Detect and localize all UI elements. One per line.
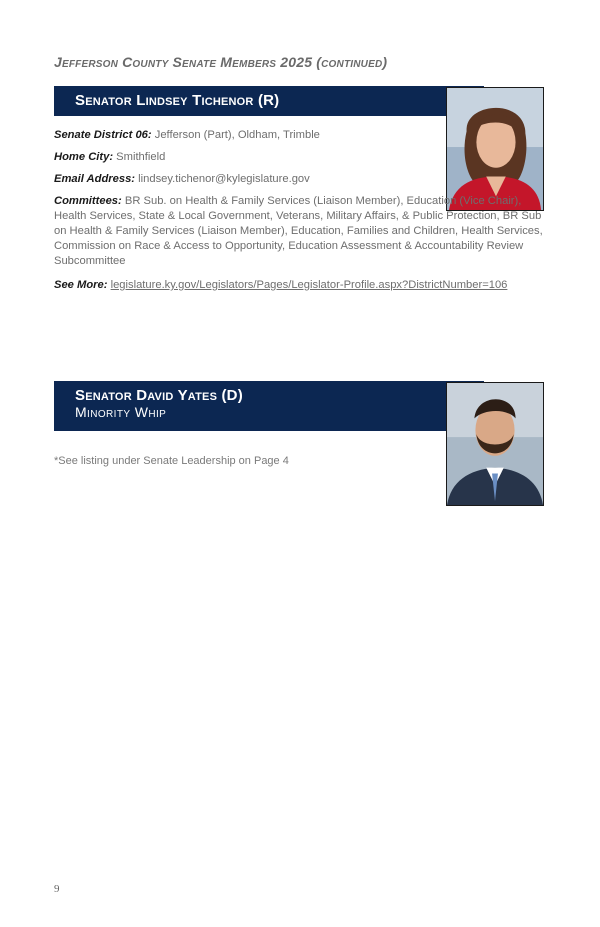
committees-label: Committees: bbox=[54, 195, 122, 207]
home-city-value: Smithfield bbox=[116, 151, 166, 163]
district-value: Jefferson (Part), Oldham, Trimble bbox=[154, 129, 320, 141]
profile-link[interactable]: legislature.ky.gov/Legislators/Pages/Legislator-Profile.aspx?DistrictNumber=106 bbox=[110, 279, 508, 291]
district-field bbox=[54, 128, 320, 143]
section-title: Jefferson County Senate Members 2025 (continued) bbox=[54, 54, 388, 70]
district-label: Senate District 06: bbox=[54, 129, 152, 141]
see-more-label: See More: bbox=[54, 279, 108, 291]
committees-field bbox=[54, 194, 546, 269]
leadership-note: *See listing under Senate Leadership on Page 4 bbox=[54, 455, 289, 467]
senator-banner-tichenor bbox=[54, 86, 484, 116]
senator-name: Senator David Yates (D) bbox=[75, 387, 243, 404]
committees-value: BR Sub. on Health & Family Services (Liaison Member), Education (Vice Chair), Health Services, State & Local Government, Veterans, Military Affairs, & Public Protection, BR Sub on Health & Family Services (Liaison Member), Education, Families and Children, Health Services, Commission on Race & Access to Opportunity, Education Assessment & Accountability Review Subcommittee bbox=[54, 195, 543, 267]
home-city-label: Home City: bbox=[54, 151, 114, 163]
home-city-field bbox=[54, 150, 165, 165]
senator-banner-yates bbox=[54, 381, 484, 431]
email-field bbox=[54, 172, 310, 187]
senator-photo-tichenor bbox=[446, 87, 544, 211]
senator-name: Senator Lindsey Tichenor (R) bbox=[75, 92, 280, 109]
senator-photo-yates bbox=[446, 382, 544, 506]
email-value[interactable]: lindsey.tichenor@kylegislature.gov bbox=[138, 173, 310, 185]
senator-role: Minority Whip bbox=[75, 404, 167, 420]
see-more-field bbox=[54, 278, 507, 293]
page-number: 9 bbox=[54, 883, 60, 895]
email-label: Email Address: bbox=[54, 173, 136, 185]
